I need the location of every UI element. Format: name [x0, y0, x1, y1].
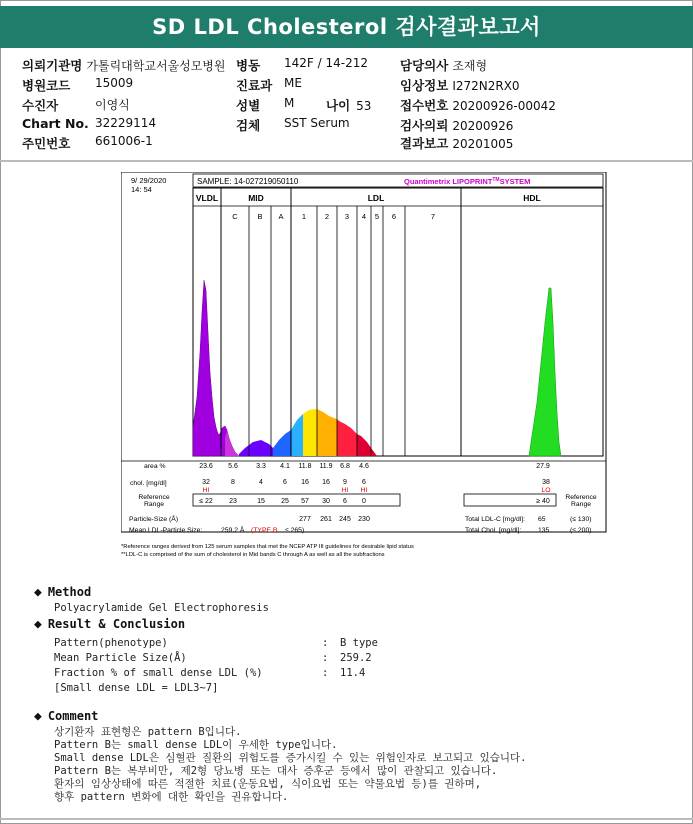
total-ldl-value: 65 — [538, 516, 546, 523]
info-chart: Chart No. 32229114 — [22, 116, 157, 131]
area-ldl3: 6.8 — [340, 463, 350, 470]
result-row-pattern-label: Pattern(phenotype) — [54, 637, 168, 649]
method-text: Polyacrylamide Gel Electrophoresis — [54, 602, 269, 614]
ref-mid-c: 23 — [229, 498, 237, 505]
total-ldl-label: Total LDL-C [mg/dl]: — [465, 516, 526, 523]
size-label: Particle-Size (Å) — [129, 516, 179, 523]
area-ldl4: 4.6 — [359, 463, 369, 470]
chol-ldl4: 6 — [362, 479, 366, 486]
vldl-label: VLDL — [195, 193, 219, 203]
type-ref: ≤ 265) — [285, 527, 305, 534]
comment-line-5: 환자의 임상상태에 따른 적절한 치료(운동요법, 식이요법 또는 약물요법 등)를 권하며, — [54, 778, 482, 790]
method-heading: ◆ Method — [34, 585, 92, 600]
diamond-icon: ◆ — [34, 617, 42, 632]
result-row-pattern-value: B type — [340, 637, 378, 649]
band-label-c: C — [232, 212, 238, 221]
info-specimen: 검체 SST Serum — [236, 116, 350, 133]
info-dept: 진료과 ME — [236, 76, 302, 93]
area-vldl: 23.6 — [199, 463, 213, 470]
chol-values — [202, 479, 550, 486]
band-label-4: 4 — [361, 212, 367, 221]
separator — [0, 160, 693, 162]
ref-mid-a: 25 — [281, 498, 289, 505]
lipoprint-svg — [121, 172, 608, 567]
comment-line-3: Small dense LDL은 심혈관 질환의 위험도를 증가시킬 수 있는 위험인자로 보고되고 있습니다. — [54, 752, 527, 764]
info-sex: 성별 M — [236, 96, 295, 113]
flags — [203, 487, 551, 494]
vldl-peak — [193, 280, 239, 456]
comment-line-2: Pattern B는 small dense LDL이 우세한 type입니다. — [54, 739, 338, 751]
report-frame — [121, 172, 606, 532]
result-row-size-value: 259.2 — [340, 652, 372, 664]
ldl4-peak — [337, 420, 357, 456]
band-label-3: 3 — [344, 212, 350, 221]
ref-ldl3: 6 — [343, 498, 347, 505]
chol-mid-a: 6 — [283, 479, 287, 486]
band-label-6: 6 — [391, 212, 397, 221]
info-age: 나이 53 — [326, 98, 372, 113]
band-label-5: 5 — [374, 212, 380, 221]
total-ldl-ref: (≤ 130) — [570, 516, 592, 523]
report-time: 14: 54 — [131, 185, 152, 194]
info-receipt: 접수번호 20200926-00042 — [400, 98, 556, 113]
result-note: [Small dense LDL = LDL3~7] — [54, 682, 219, 694]
mean-size-label: Mean LDL-Particle Size: — [129, 527, 203, 534]
type-text: (TYPE B — [251, 527, 278, 534]
area-values — [199, 463, 550, 470]
ldl-label: LDL — [367, 193, 385, 203]
diamond-icon: ◆ — [34, 709, 42, 724]
total-chol-ref: (≤ 200) — [570, 527, 592, 534]
comment-line-1: 상기환자 표현형은 pattern B입니다. — [54, 726, 242, 738]
info-clinical: 임상정보 I272N2RX0 — [400, 78, 520, 93]
area-mid-b: 3.3 — [256, 463, 266, 470]
ref-ldl2: 30 — [322, 498, 330, 505]
ref-values — [199, 498, 550, 505]
size-ldl2: 261 — [320, 516, 332, 523]
size-ldl3: 245 — [339, 516, 351, 523]
info-doctor: 담당의사 조재형 — [400, 58, 488, 73]
band-label-2: 2 — [324, 212, 330, 221]
footnote-2: **LDL-C is comprised of the sum of cholesterol in Mid bands C through A as well as all the subfractions — [121, 552, 385, 558]
total-chol-label: Total Chol. [mg/dl]: — [465, 527, 522, 534]
result-row-size-label: Mean Particle Size(Å) — [54, 652, 187, 664]
area-mid-a: 4.1 — [280, 463, 290, 470]
info-org: 의뢰기관명 가톨릭대학교서울성모병원 — [22, 58, 226, 73]
sample-id: SAMPLE: 14-027219050110 — [197, 177, 299, 186]
size-ldl4: 230 — [358, 516, 370, 523]
size-values — [299, 516, 370, 523]
report-date: 9/ 29/2020 — [131, 176, 167, 185]
comment-line-6: 향후 pattern 변화에 대한 확인을 권유합니다. — [54, 791, 289, 803]
chol-label: chol. [mg/dl] — [130, 480, 167, 487]
mean-size-value: 259.2 Å — [221, 527, 245, 534]
area-ldl2: 11.9 — [319, 463, 333, 470]
info-hospcode: 병원코드 15009 — [22, 76, 134, 93]
ref-label-right-2: Range — [570, 501, 592, 508]
result-row-fraction-value: 11.4 — [340, 667, 366, 679]
ref-label-left-2: Range — [143, 501, 165, 508]
total-chol-value: 135 — [538, 527, 550, 534]
header-bar — [0, 6, 693, 48]
flag-ldl4-hi: HI — [360, 487, 368, 494]
comment-line-4: Pattern B는 복부비만, 제2형 당뇨병 또는 대사 증후군 등에서 많이 관찰되고 있습니다. — [54, 765, 498, 777]
ldl3-peak — [317, 409, 339, 456]
chol-ldl3: 9 — [343, 479, 347, 486]
chol-mid-c: 8 — [231, 479, 235, 486]
result-row-size-colon: : — [322, 652, 329, 664]
hdl-peak — [529, 288, 561, 456]
chol-vldl: 32 — [202, 479, 210, 486]
diamond-icon: ◆ — [34, 585, 42, 600]
ref-label-left-1: Reference — [138, 494, 170, 501]
result-heading: ◆ Result & Conclusion — [34, 617, 186, 632]
info-rrn: 주민번호 661006-1 — [22, 134, 153, 151]
footnote-1: *Reference ranges derived from 125 serum samples that met the NCEP ATP III guidelines for desirable lipid status — [121, 544, 414, 550]
comment-heading: ◆ Comment — [34, 709, 99, 724]
area-ldl1: 11.8 — [298, 463, 312, 470]
info-patient: 수진자 이영식 — [22, 98, 130, 113]
mid-b-peak — [239, 440, 276, 456]
band-label-1: 1 — [301, 212, 307, 221]
mid-label: MID — [248, 193, 264, 203]
flag-ldl3-hi: HI — [341, 487, 349, 494]
area-hdl: 27.9 — [536, 463, 550, 470]
band-label-b: B — [257, 212, 263, 221]
ref-ldl1: 57 — [301, 498, 309, 505]
flag-hdl-lo: LO — [541, 487, 551, 494]
result-row-pattern-colon: : — [322, 637, 329, 649]
band-label-7: 7 — [430, 212, 436, 221]
ref-box-left — [193, 494, 400, 506]
size-ldl1: 277 — [299, 516, 311, 523]
ref-vldl: ≤ 22 — [199, 498, 213, 505]
band-label-a: A — [278, 212, 284, 221]
lipoprint-report — [121, 172, 608, 567]
info-request: 검사의뢰 20200926 — [400, 118, 514, 133]
bottom-separator — [0, 818, 693, 820]
chol-hdl: 38 — [542, 479, 550, 486]
chol-ldl1: 16 — [301, 479, 309, 486]
brand-text: Quantimetrix LIPOPRINT™SYSTEM — [404, 177, 531, 186]
ref-label-right-1: Reference — [565, 494, 597, 501]
ref-ldl4: 0 — [362, 498, 366, 505]
hdl-label: HDL — [523, 193, 541, 203]
info-report: 결과보고 20201005 — [400, 136, 514, 151]
electrophoresis-peaks — [193, 280, 561, 456]
flag-vldl-hi: HI — [202, 487, 210, 494]
ldl5-peak — [357, 434, 377, 456]
mid-c-peak — [225, 430, 239, 456]
chol-ldl2: 16 — [322, 479, 330, 486]
info-ward: 병동 142F / 14-212 — [236, 56, 368, 73]
ref-hdl: ≥ 40 — [536, 498, 550, 505]
page-title: SD LDL Cholesterol 검사결과보고서 — [152, 15, 541, 39]
result-row-fraction-label: Fraction % of small dense LDL (%) — [54, 667, 263, 679]
area-mid-c: 5.6 — [228, 463, 238, 470]
area-label: area % — [144, 463, 166, 470]
ref-mid-b: 15 — [257, 498, 265, 505]
chol-mid-b: 4 — [259, 479, 263, 486]
result-row-fraction-colon: : — [322, 667, 329, 679]
